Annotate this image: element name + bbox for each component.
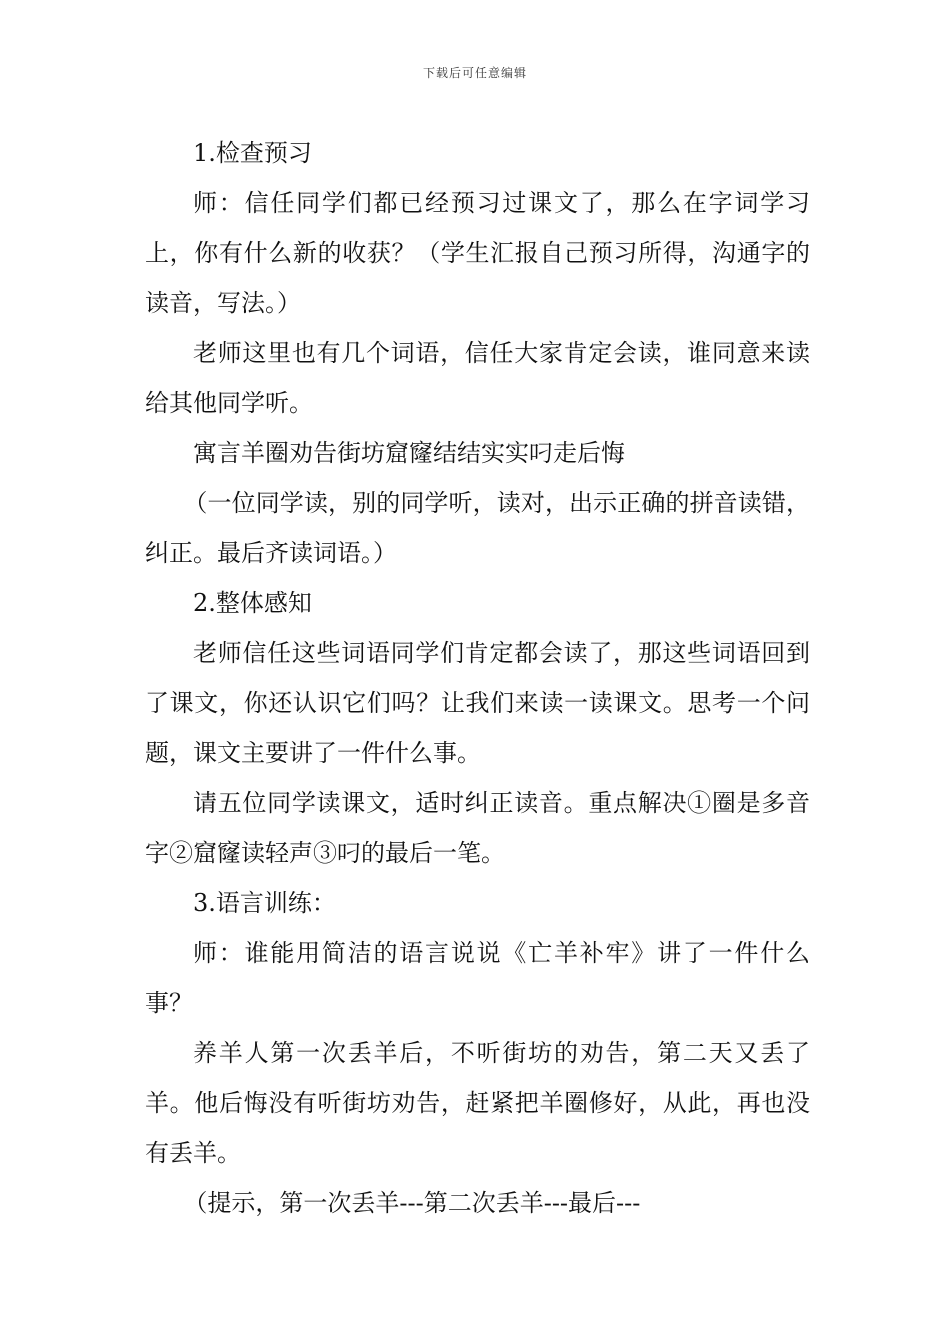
document-body	[145, 128, 810, 1228]
page-header: 下载后可任意编辑	[422, 66, 527, 80]
paragraph-section-heading: 1.检查预习	[193, 139, 312, 167]
paragraph-section-heading: 3.语言训练：	[193, 889, 336, 917]
paragraph-word-list: 寓言羊圈劝告街坊窟窿结结实实叼走后悔	[193, 439, 625, 467]
paragraph: 师：信任同学们都已经预习过课文了，那么在字词学习上，你有什么新的收获？（学生汇报自己预习所得，沟通字的读音，写法。）	[145, 189, 810, 317]
paragraph: （一位同学读，别的同学听，读对，出示正确的拼音读错，纠正。最后齐读词语。）	[145, 489, 810, 567]
paragraph: 请五位同学读课文，适时纠正读音。重点解决①圈是多音字②窟窿读轻声③叼的最后一笔。	[145, 789, 810, 867]
paragraph: 养羊人第一次丢羊后，不听街坊的劝告，第二天又丢了羊。他后悔没有听街坊劝告，赶紧把羊圈修好，从此，再也没有丢羊。	[145, 1039, 810, 1167]
paragraph: 老师这里也有几个词语，信任大家肯定会读，谁同意来读给其他同学听。	[145, 339, 810, 417]
paragraph: 师：谁能用简洁的语言说说《亡羊补牢》讲了一件什么事？	[145, 939, 810, 1017]
paragraph: （提示，第一次丢羊---第二次丢羊---最后---	[183, 1189, 641, 1217]
paragraph-section-heading: 2.整体感知	[193, 589, 312, 617]
paragraph: 老师信任这些词语同学们肯定都会读了，那这些词语回到了课文，你还认识它们吗？让我们来读一读课文。思考一个问题，课文主要讲了一件什么事。	[145, 639, 810, 767]
